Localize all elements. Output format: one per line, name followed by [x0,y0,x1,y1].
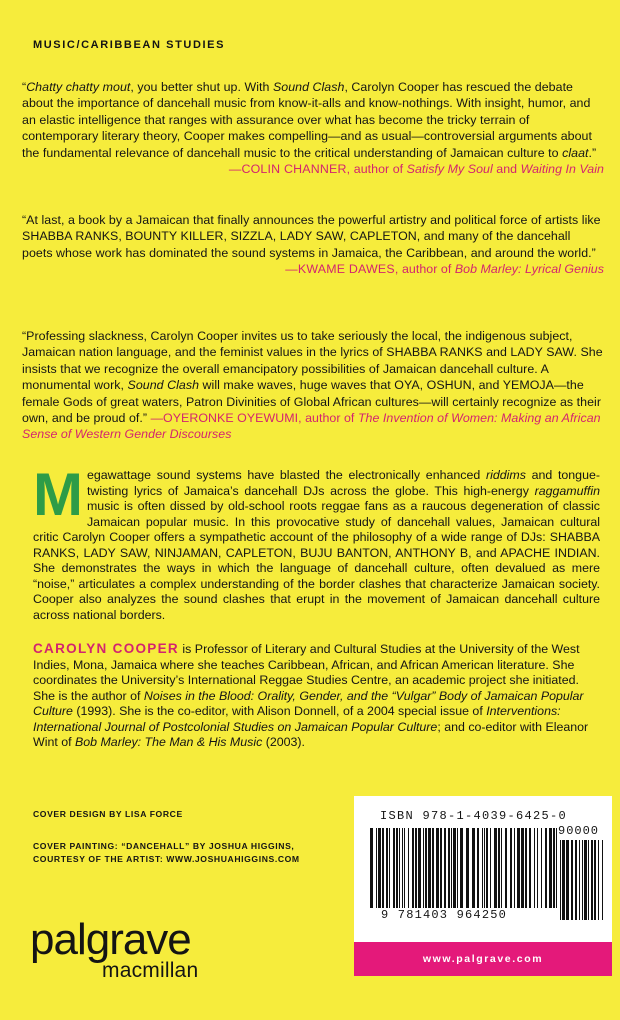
barcode-bar [529,828,531,908]
barcode-bar [477,828,479,908]
barcode-bar [594,840,596,920]
barcode-bar [425,828,427,908]
barcode-bar [571,840,573,920]
barcode-bar [412,828,414,908]
barcode-bar [541,828,542,908]
barcode-bar [418,828,421,908]
barcode-bar [534,828,535,908]
barcode-bar [545,828,547,908]
drop-cap: M [33,461,83,528]
ean-barcode [370,828,558,920]
blurb-channer [22,79,604,177]
barcode-bar [451,828,452,908]
barcode-bar [472,828,475,908]
barcode-bar [486,828,488,908]
barcode-bar [399,828,400,908]
barcode-panel [354,796,612,976]
barcode-bar [460,828,463,908]
barcode-bar [415,828,417,908]
blurb-dawes [22,212,604,278]
book-description: Megawattage sound systems have blasted the electronically enhanced riddims and tongue-twisting lyrics of Jamaica’s dancehall DJs across the globe. This high-energy raggamuffin music is often dissed by old-school roots reggae fans as a raucous degeneration of classic Jamaican popular music. In this provocative study of dancehall values, Jamaican cultural critic Carolyn Cooper offers a sympathetic account of the philosophy of a wide range of DJs: SHABBA RANKS, LADY SAW, NINJAMAN, CAPLETON, BUJU BANTON, ANTHONY B, and APACHE INDIAN. She demonstrates the ways in which the language of dancehall culture, often devalued as mere “noise,” articulates a complex understanding of the border clashes that characterize Jamaican society. Cooper also analyzes the sound clashes that erupt in the movement of Jamaican dancehall culture across national borders. [33,461,600,622]
author-bio: CAROLYN COOPER is Professor of Literary and Cultural Studies at the University of the West Indies, Mona, Jamaica where she teaches Caribbean, African, and African American literature. She coordinates the University’s International Reggae Studies Centre, an academic project she initiated. She is the author of Noises in the Blood: Orality, Gender, and the “Vulgar” Body of Jamaican Popular Culture (1993). She is the co-editor, with Alison Donnell, of a 2004 special issue of Interventions: International Journal of Postcolonial Studies on Jamaican Popular Culture; and co-editor with Eleanor Wint of Bob Marley: The Man & His Music (2003). [33,641,589,749]
blurb-attribution: —COLIN CHANNER, author of Satisfy My Soul and Waiting In Vain [228,162,604,177]
barcode-bar [440,828,442,908]
barcode-bar [521,828,524,908]
barcode-bar [393,828,395,908]
barcode-bar [396,828,398,908]
barcode-bar [457,828,458,908]
barcode-bar [378,828,381,908]
barcode-bar [588,840,589,920]
barcode-bar [444,828,446,908]
barcode-bar [370,828,373,908]
barcode-bar [386,828,388,908]
barcode-bar [579,840,580,920]
cover-design-credit: COVER DESIGN BY LISA FORCE [33,809,183,819]
barcode-bar [560,840,561,920]
barcode-bar [514,828,515,908]
barcode-bar [402,828,403,908]
author-name: CAROLYN COOPER [33,641,179,656]
category-label: MUSIC/CARIBBEAN STUDIES [33,39,226,51]
credit-line: COVER PAINTING: “DANCEHALL” BY JOSHUA HIGGINS, [33,841,295,851]
barcode-bar [562,840,565,920]
barcode-bar [510,828,512,908]
blurb-text: “Professing slackness, Carolyn Cooper invites us to take seriously the local, the indigenous subject, Jamaican nation language, and the feminist values in the lyrics of SHABBA RANKS and LADY SAW. She insists that we recognize the overall emancipatory possibilities of Jamaican dancehall culture. A monumental work, Sound Clash will make waves, huge waves that OYA, OSHUN, and YEMOJA—the female Gods of great waters, Patron Divinities of Global African cultures—will certainly recognize as their own, and be proud of.” —OYERONKE OYEWUMI, author of The Invention of Women: Making an African Sense of Western Gender Discourses [22,329,603,442]
addon-barcode [560,840,604,920]
barcode-number: 9 781403 964250 [381,908,508,922]
barcode-bar [582,840,583,920]
blurb-oyewumi [22,328,604,443]
barcode-bar [448,828,450,908]
barcode-bar [428,828,431,908]
price-addon-number: 90000 [558,824,600,838]
blurb-text: “Chatty chatty mout, you better shut up. With Sound Clash, Carolyn Cooper has rescued the debate about the importance of dancehall music from know-it-alls and know-nothings. With insight, humor, and an elastic intelligence that ranges with assurance over what has become the tricky terrain of contemporary literary theory, Cooper makes compelling—and as usual—controversial arguments about the fundamental relevance of dancehall music to the critical understanding of Jamaican culture to claat.” [22,80,597,160]
barcode-bar [549,828,552,908]
barcode-bar [525,828,527,908]
barcode-bar [389,828,390,908]
blurb-attribution: —KWAME DAWES, author of Bob Marley: Lyrical Genius [285,262,604,277]
barcode-bar [598,840,599,920]
barcode-bar [453,828,456,908]
barcode-bar [553,828,555,908]
barcode-bar [376,828,377,908]
barcode-bar [537,828,538,908]
blurb-text: “At last, a book by a Jamaican that finally announces the powerful artistry and political force of artists like SHABBA RANKS, BOUNTY KILLER, SIZZLA, LADY SAW, CAPLETON, and many of the dancehall poets whose work has dominated the sound systems in Jamaica, the Caribbean, and around the world.” [22,213,601,260]
barcode-bar [466,828,469,908]
barcode-bar [382,828,384,908]
blurb-attribution: —OYERONKE OYEWUMI, author of The Invention of Women: Making an African Sense of Western Gender Discourses [22,411,601,442]
barcode-bar [498,828,500,908]
isbn-label: ISBN 978-1-4039-6425-0 [380,809,568,823]
barcode-bar [423,828,424,908]
barcode-bar [490,828,491,908]
credit-line: COURTESY OF THE ARTIST: WWW.JOSHUAHIGGINS.COM [33,853,300,864]
barcode-bar [436,828,439,908]
barcode-bar [575,840,577,920]
barcode-bar [591,840,593,920]
barcode-bar [584,840,587,920]
barcode-bar [482,828,483,908]
barcode-bar [556,828,557,908]
barcode-bar [566,840,569,920]
barcode-bar [517,828,520,908]
barcode-bar [494,828,497,908]
barcode-bar [501,828,502,908]
barcode-bar [408,828,409,908]
barcode-bar [484,828,485,908]
barcode-bar [404,828,405,908]
barcode-bar [602,840,603,920]
cover-painting-credit [33,840,300,865]
barcode-bar [432,828,434,908]
publisher-website[interactable]: www.palgrave.com [354,942,612,976]
publisher-imprint: macmillan [102,959,199,982]
publisher-logo: palgrave [30,915,191,964]
barcode-bar [505,828,507,908]
